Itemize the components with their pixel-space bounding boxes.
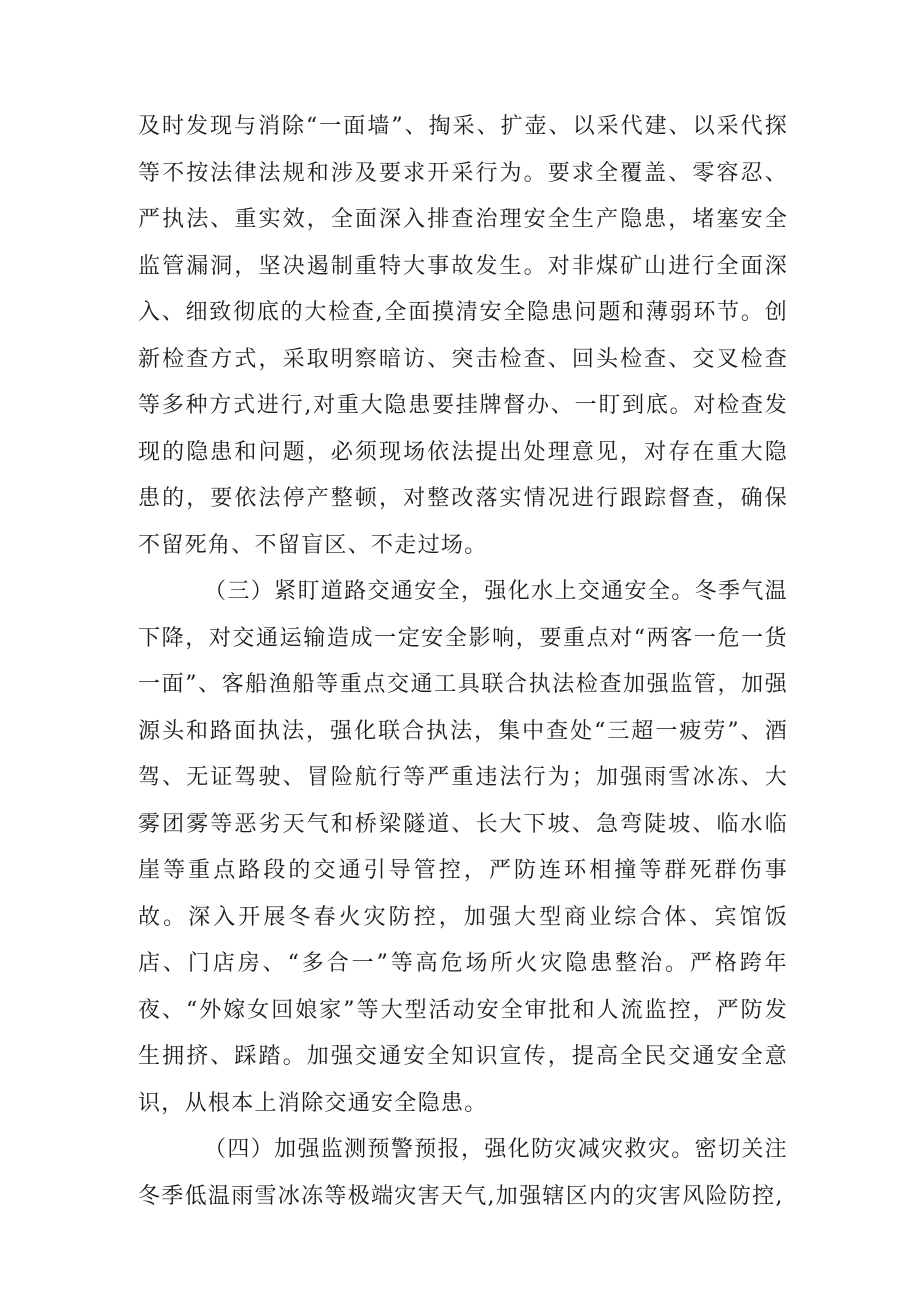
- paragraph-disaster-prevention: （四）加强监测预警预报，强化防灾减灾救灾。密切关注冬季低温雨雪冰冻等极端灾害天气,加强辖区内的灾害风险防控,: [138, 1137, 788, 1209]
- document-body: [138, 104, 788, 1220]
- paragraph-traffic-safety: （三）紧盯道路交通安全，强化水上交通安全。冬季气温下降，对交通运输造成一定安全影响，要重点对“两客一危一货一面”、客船渔船等重点交通工具联合执法检查加强监管，加强源头和路面执法，强化联合执法，集中查处“三超一疲劳”、酒驾、无证驾驶、冒险航行等严重违法行为；加强雨雪冰冻、大雾团雾等恶劣天气和桥梁隧道、长大下坡、急弯陡坡、临水临崖等重点路段的交通引导管控，严防连环相撞等群死群伤事故。深入开展冬春火灾防控，加强大型商业综合体、宾馆饭店、门店房、“多合一”等高危场所火灾隐患整治。严格跨年夜、“外嫁女回娘家”等大型活动安全审批和人流监控，严防发生拥挤、踩踏。加强交通安全知识宣传，提高全民交通安全意识，从根本上消除交通安全隐患。: [138, 579, 788, 1116]
- paragraph-mine-inspection: 及时发现与消除“一面墙”、掏采、扩壶、以采代建、以采代探等不按法律法规和涉及要求开采行为。要求全覆盖、零容忍、严执法、重实效，全面深入排查治理安全生产隐患，堵塞安全监管漏洞，坚决遏制重特大事故发生。对非煤矿山进行全面深入、细致彻底的大检查,全面摸清安全隐患问题和薄弱环节。创新检查方式，采取明察暗访、突击检查、回头检查、交叉检查等多种方式进行,对重大隐患要挂牌督办、一盯到底。对检查发现的隐患和问题，必须现场依法提出处理意见，对存在重大隐患的，要依法停产整顿，对整改落实情况进行跟踪督查，确保不留死角、不留盲区、不走过场。: [138, 114, 788, 558]
